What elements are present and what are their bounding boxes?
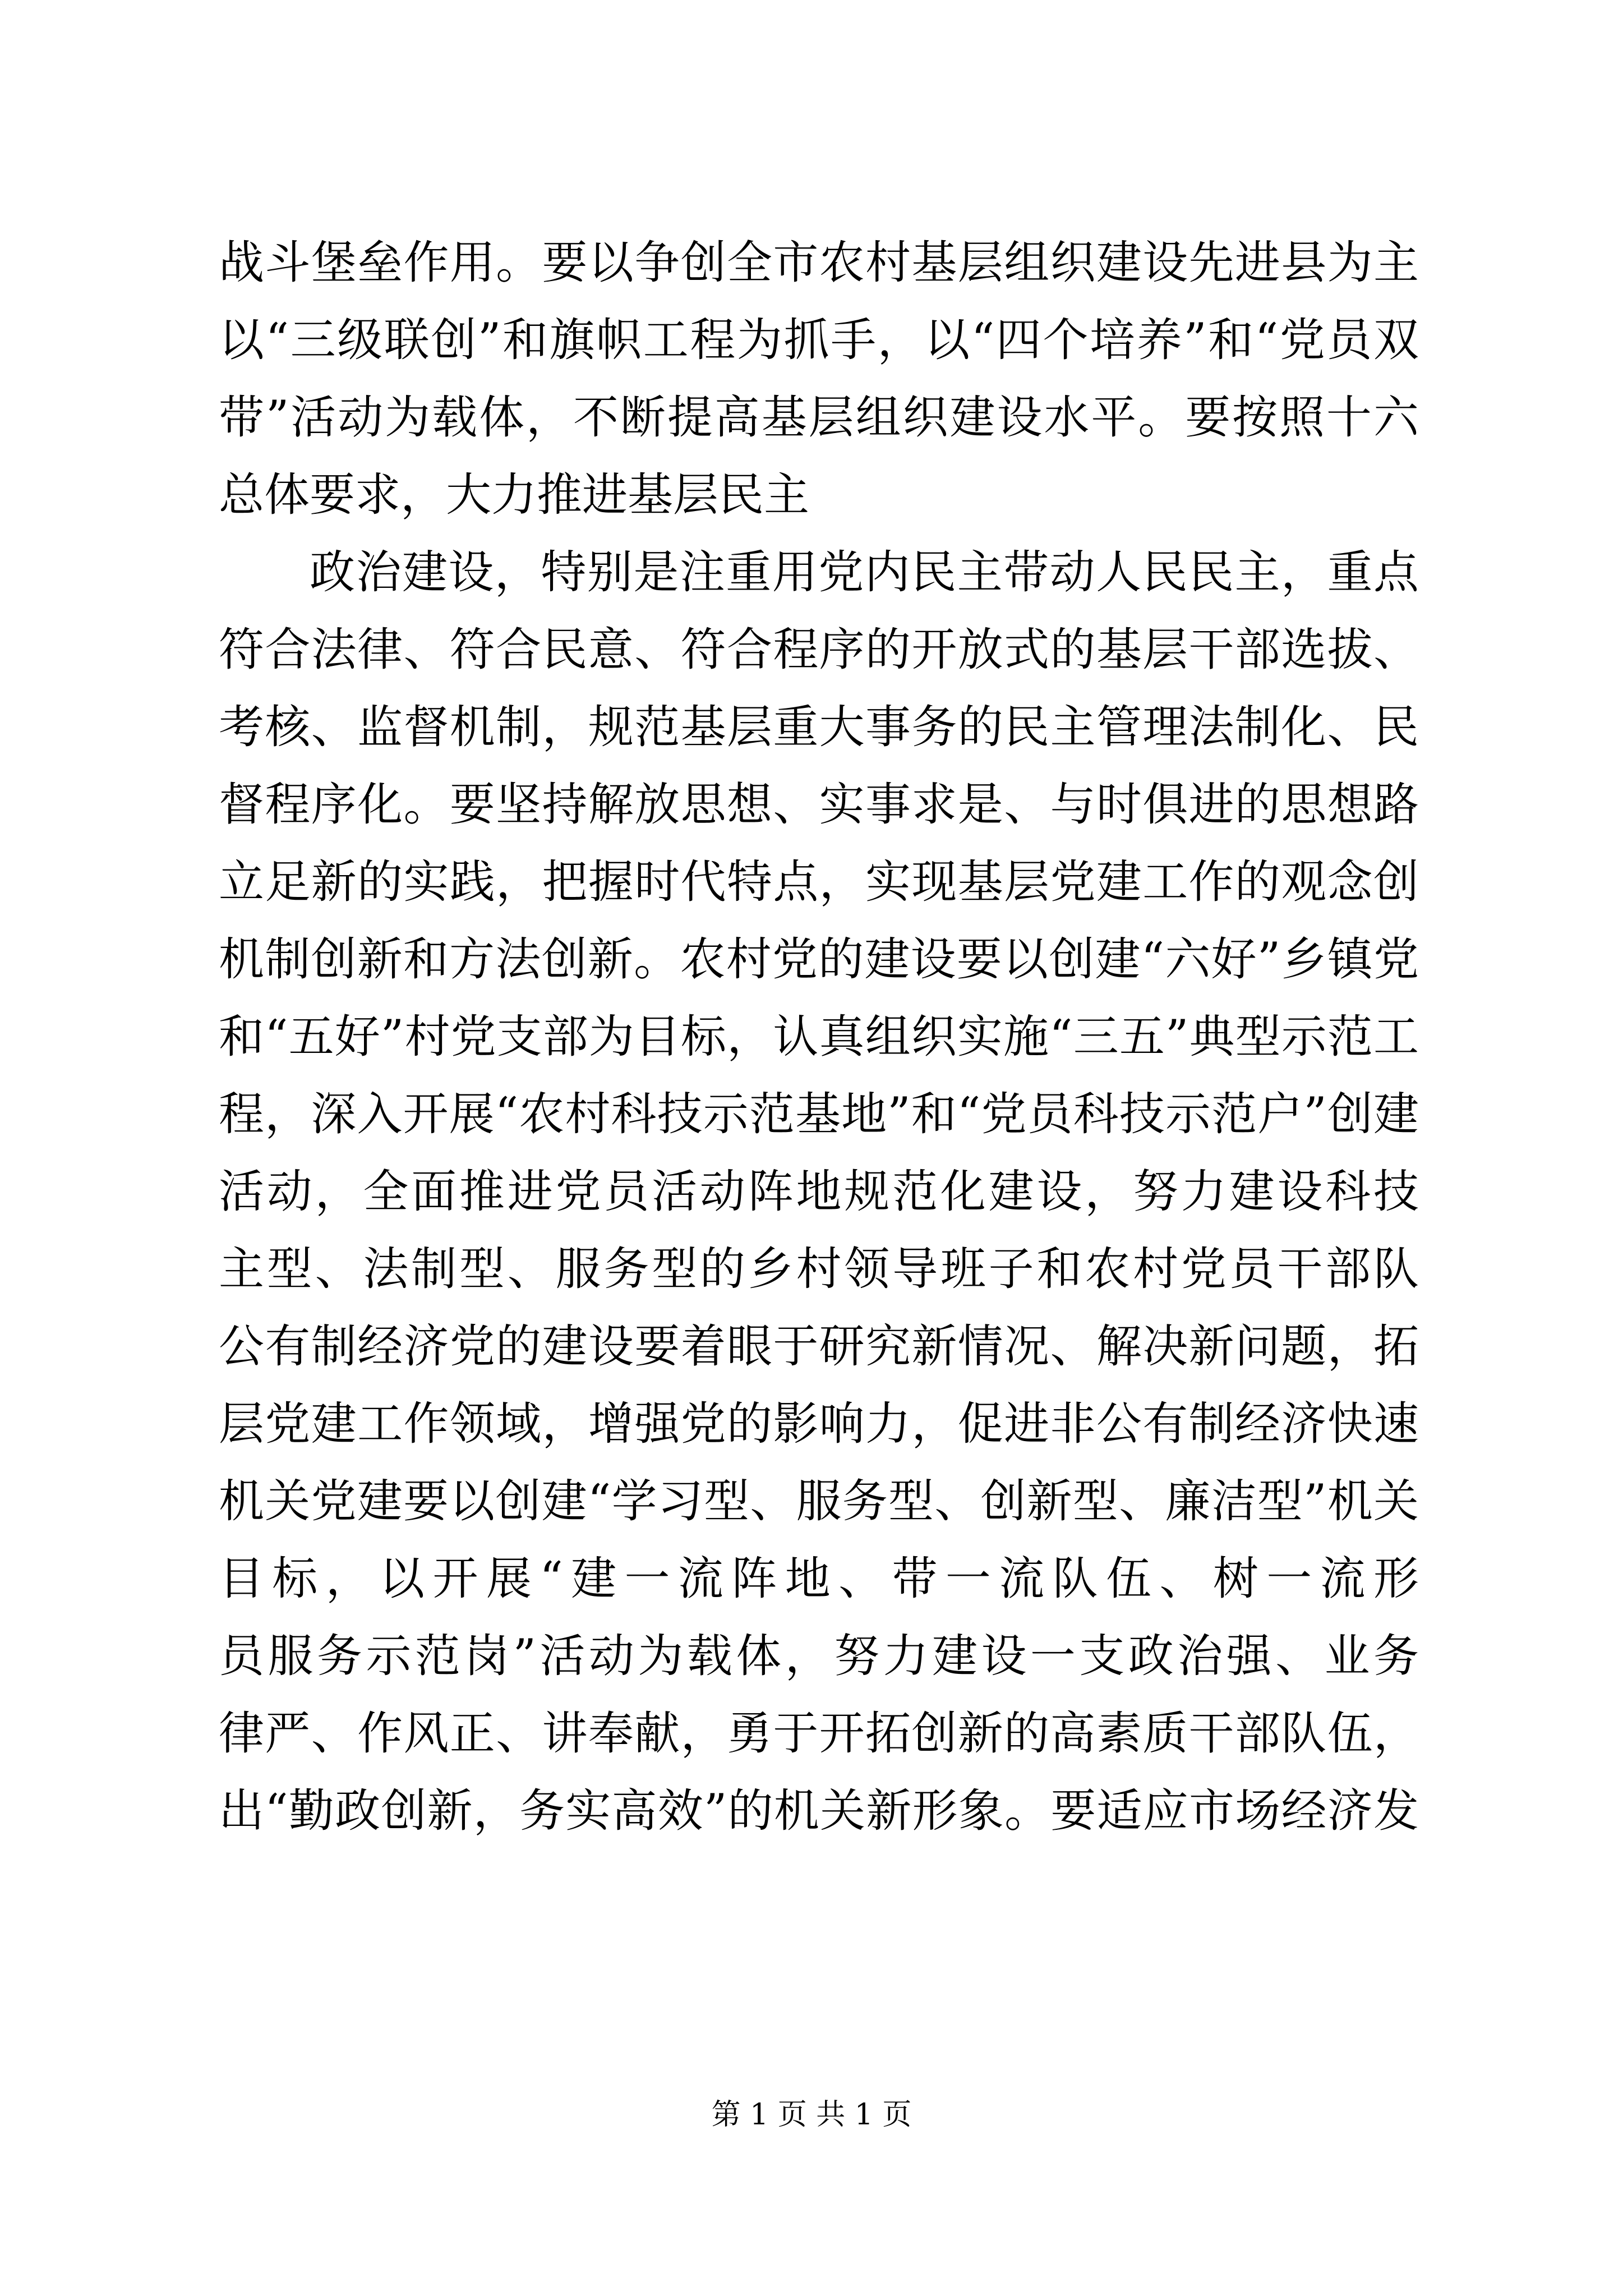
text-line: 立足新的实践，把握时代特点，实现基层党建工作的观念创 — [219, 856, 1419, 909]
text-line: 层党建工作领域，增强党的影响力，促进非公有制经济快速 — [219, 1398, 1419, 1451]
page-number-footer: 第 1 页 共 1 页 — [711, 2098, 912, 2132]
text-line: 督程序化。要坚持解放思想、实事求是、与时俱进的思想路 — [219, 779, 1419, 831]
text-line: 战斗堡垒作用。要以争创全市农村基层组织建设先进县为主 — [219, 237, 1419, 289]
text-line: 以“三级联创”和旗帜工程为抓手，以“四个培养”和“党员双 — [219, 314, 1419, 367]
body-text — [219, 224, 1419, 1850]
text-line: 主型、法制型、服务型的乡村领导班子和农村党员干部队 — [219, 1243, 1419, 1296]
text-line: 律严、作风正、讲奉献，勇于开拓创新的高素质干部队伍， — [219, 1708, 1419, 1760]
text-line: 和“五好”村党支部为目标，认真组织实施“三五”典型示范工 — [219, 1011, 1419, 1064]
text-line: 程，深入开展“农村科技示范基地”和“党员科技示范户”创建 — [219, 1088, 1419, 1141]
text-line: 考核、监督机制，规范基层重大事务的民主管理法制化、民 — [219, 701, 1419, 754]
text-line: 员服务示范岗”活动为载体，努力建设一支政治强、业务 — [219, 1630, 1419, 1683]
text-line: 机关党建要以创建“学习型、服务型、创新型、廉洁型”机关 — [219, 1475, 1419, 1528]
text-line: 出“勤政创新，务实高效”的机关新形象。要适应市场经济发 — [219, 1785, 1419, 1838]
text-line: 目标，以开展“建一流阵地、带一流队伍、树一流形 — [219, 1553, 1419, 1605]
text-line: 带”活动为载体，不断提高基层组织建设水平。要按照十六 — [219, 392, 1419, 444]
text-line: 总体要求，大力推进基层民主 — [219, 469, 810, 522]
text-line: 活动，全面推进党员活动阵地规范化建设，努力建设科技 — [219, 1166, 1419, 1218]
text-line: 符合法律、符合民意、符合程序的开放式的基层干部选拔、 — [219, 624, 1419, 677]
text-line: 机制创新和方法创新。农村党的建设要以创建“六好”乡镇党 — [219, 933, 1419, 986]
text-line: 公有制经济党的建设要着眼于研究新情况、解决新问题，拓 — [219, 1320, 1419, 1373]
text-line: 政治建设，特别是注重用党内民主带动人民民主，重点 — [310, 546, 1419, 599]
